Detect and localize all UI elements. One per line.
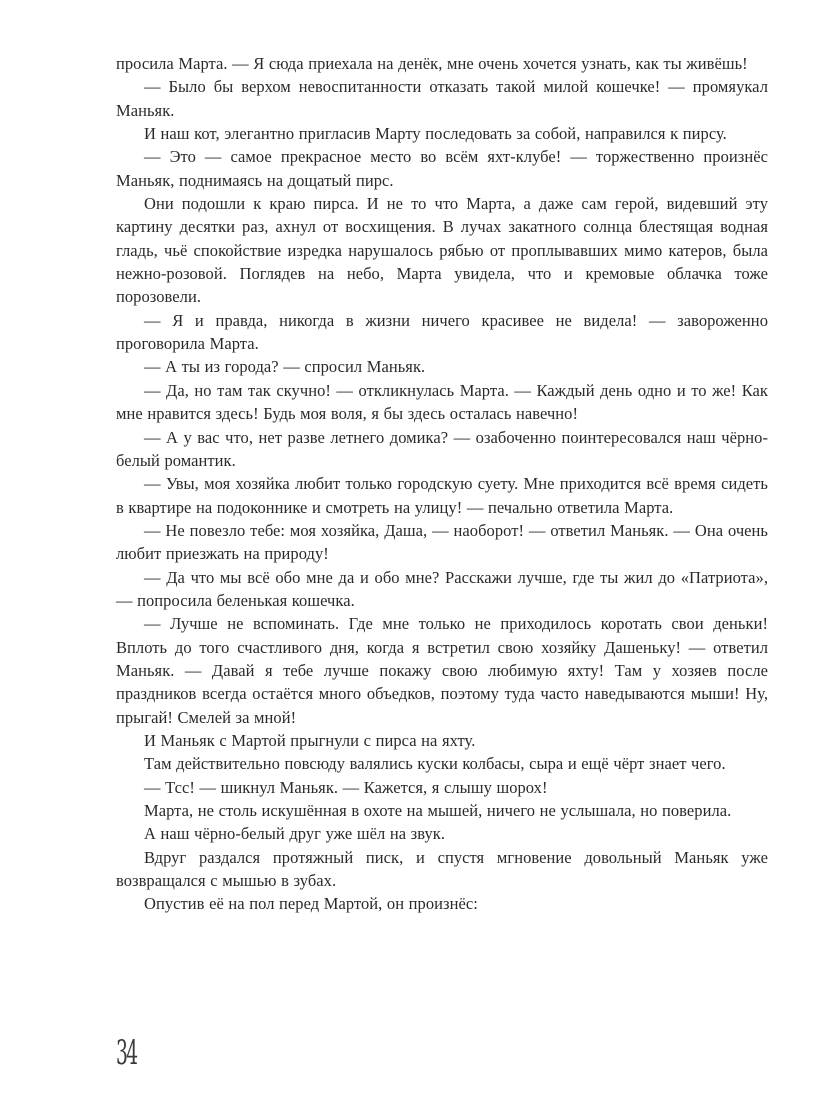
paragraph: — Я и правда, никогда в жизни ничего красивее не видела! — завороженно проговорила Марта.	[116, 310, 768, 354]
paragraph: — Да что мы всё обо мне да и обо мне? Расскажи лучше, где ты жил до «Патриота», — попросила беленькая кошечка.	[116, 567, 768, 610]
paragraph: — Увы, моя хозяйка любит только городскую суету. Мне приходится всё время сидеть в квартире на подоконнике и смотреть на улицу! — печально ответила Марта.	[116, 474, 768, 517]
paragraph: — Было бы верхом невоспитанности отказать такой милой кошечке! — промяукал Маньяк.	[116, 77, 768, 120]
paragraph: — Да, но там так скучно! — откликнулась Марта. — Каждый день одно и то же! Как мне нравится здесь! Будь моя воля, я бы здесь осталась навечно!	[116, 380, 768, 424]
paragraph: — А у вас что, нет разве летнего домика? — озабоченно поинтересовался наш чёрно-белый романтик.	[116, 427, 768, 470]
paragraph: — Тсс! — шикнул Маньяк. — Кажется, я слышу шорох!	[144, 777, 548, 797]
paragraph: — Не повезло тебе: моя хозяйка, Даша, — наоборот! — ответил Маньяк. — Она очень любит приезжать на природу!	[116, 520, 768, 564]
paragraph: просила Марта. — Я сюда приехала на денёк, мне очень хочется узнать, как ты живёшь!	[116, 54, 748, 73]
paragraph: Вдруг раздался протяжный писк, и спустя мгновение довольный Маньяк уже возвращался с мышью в зубах.	[116, 847, 768, 891]
paragraph: Там действительно повсюду валялись куски колбасы, сыра и ещё чёрт знает чего.	[144, 754, 726, 774]
paragraph: Опустив её на пол перед Мартой, он произнёс:	[144, 894, 478, 914]
paragraph: — А ты из города? — спросил Маньяк.	[144, 357, 426, 377]
paragraph: — Лучше не вспоминать. Где мне только не приходилось коротать свои деньки! Вплоть до того счастливого дня, когда я встретил свою хозяйку Дашеньку! — ответил Маньяк. — Давай я тебе лучше покажу свою любимую яхту! Там у хозяев после праздников всегда остаётся много объедков, поэтому туда часто наведываются мыши! Ну, прыгай! Смелей за мной!	[116, 614, 768, 727]
paragraph: А наш чёрно-белый друг уже шёл на звук.	[144, 824, 446, 844]
paragraph: Они подошли к краю пирса. И не то что Марта, а даже сам герой, видевший эту картину десятки раз, ахнул от восхищения. В лучах закатного солнца блестящая водная гладь, чьё спокойствие изредка нарушалось рябью от проплывавших мимо катеров, была нежно-розовой. Поглядев на небо, Марта увидела, что и кремовые облачка тоже порозовели.	[116, 194, 768, 307]
paragraph: Марта, не столь искушённая в охоте на мышей, ничего не услышала, но поверила.	[144, 801, 732, 820]
paragraph: И наш кот, элегантно пригласив Марту последовать за собой, направился к пирсу.	[144, 124, 727, 144]
page-number: 34	[116, 1033, 137, 1073]
paragraph: И Маньяк с Мартой прыгнули с пирса на яхту.	[144, 730, 476, 750]
paragraph: — Это — самое прекрасное место во всём яхт-клубе! — торжественно произнёс Маньяк, поднимаясь на дощатый пирс.	[116, 147, 768, 190]
page-text-column	[116, 52, 768, 916]
